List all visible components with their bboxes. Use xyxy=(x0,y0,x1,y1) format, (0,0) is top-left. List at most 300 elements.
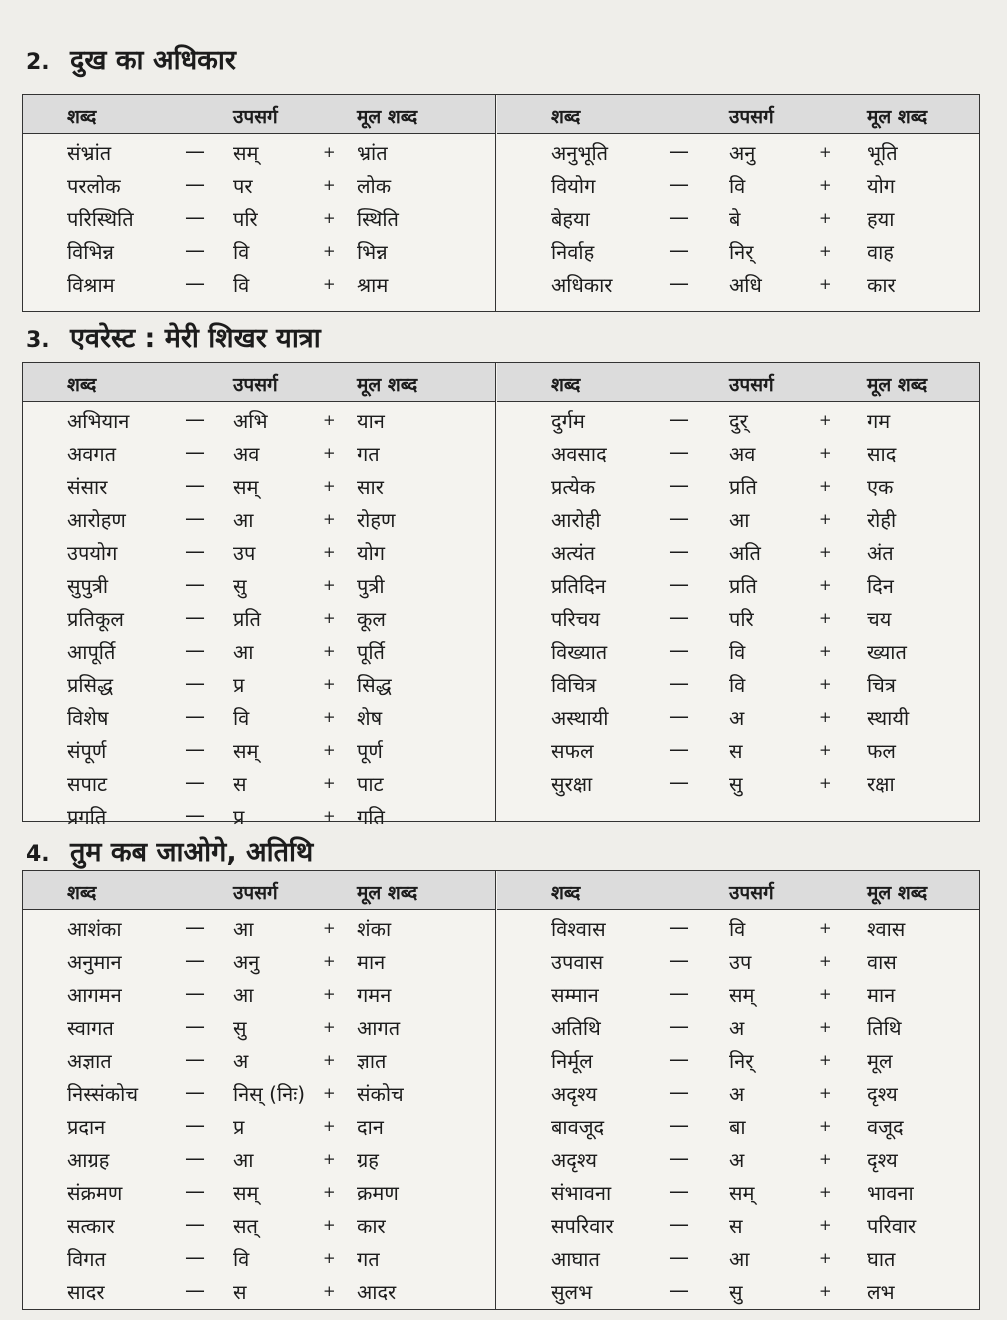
table-row xyxy=(23,1141,495,1174)
plus-sign: + xyxy=(323,774,336,792)
root-word-cell: श्राम xyxy=(357,273,389,297)
table-row xyxy=(497,1273,979,1306)
root-word-cell: वाह xyxy=(867,240,894,264)
section-title: एवरेस्ट : मेरी शिखर यात्रा xyxy=(70,323,321,354)
plus-sign: + xyxy=(819,576,832,594)
plus-sign: + xyxy=(819,242,832,260)
word-cell: प्रतिदिन xyxy=(551,574,606,598)
plus-sign: + xyxy=(819,1051,832,1069)
word-cell: विश्राम xyxy=(67,273,115,297)
prefix-cell: अ xyxy=(729,1016,745,1040)
dash-separator: — xyxy=(669,139,689,163)
prefix-cell: स xyxy=(233,1280,247,1304)
prefix-cell: सम् xyxy=(729,983,755,1007)
word-cell: प्रत्येक xyxy=(551,475,596,499)
table-row xyxy=(497,1207,979,1240)
column-divider xyxy=(495,871,496,1309)
dash-separator: — xyxy=(185,1014,205,1038)
plus-sign: + xyxy=(819,774,832,792)
root-word-cell: स्थिति xyxy=(357,207,399,231)
header-prefix: उपसर्ग xyxy=(233,882,278,904)
table-row xyxy=(23,600,495,633)
plus-sign: + xyxy=(323,952,336,970)
prefix-cell: अनु xyxy=(233,950,260,974)
dash-separator: — xyxy=(185,948,205,972)
word-cell: विचित्र xyxy=(551,673,597,697)
plus-sign: + xyxy=(323,919,336,937)
plus-sign: + xyxy=(323,1216,336,1234)
root-word-cell: आदर xyxy=(357,1280,397,1304)
word-cell: परिस्थिति xyxy=(67,207,134,231)
section-number: 4. xyxy=(26,842,50,867)
table-row xyxy=(497,435,979,468)
prefix-cell: सम् xyxy=(233,1181,259,1205)
root-word-cell: मान xyxy=(357,950,386,974)
word-cell: अभियान xyxy=(67,409,130,433)
word-cell: आरोहण xyxy=(67,508,126,532)
word-cell: आरोही xyxy=(551,508,601,532)
dash-separator: — xyxy=(185,981,205,1005)
plus-sign: + xyxy=(819,708,832,726)
word-cell: बेहया xyxy=(551,207,590,231)
word-cell: स्वागत xyxy=(67,1016,114,1040)
prefix-cell: आ xyxy=(233,640,254,664)
root-word-cell: सिद्ध xyxy=(357,673,392,697)
word-cell: विभिन्न xyxy=(67,240,114,264)
root-word-cell: एक xyxy=(867,475,894,499)
word-cell: अवगत xyxy=(67,442,117,466)
word-cell: अतिथि xyxy=(551,1016,601,1040)
prefix-cell: प्र xyxy=(233,1115,245,1139)
word-cell: विश्वास xyxy=(551,917,606,941)
root-word-cell: रक्षा xyxy=(867,772,895,796)
prefix-cell: अभि xyxy=(233,409,268,433)
header-root: मूल शब्द xyxy=(357,374,418,396)
plus-sign: + xyxy=(819,1084,832,1102)
plus-sign: + xyxy=(323,411,336,429)
prefix-cell: बा xyxy=(729,1115,746,1139)
dash-separator: — xyxy=(669,1080,689,1104)
header-word: शब्द xyxy=(67,106,97,128)
root-word-cell: आगत xyxy=(357,1016,401,1040)
root-word-cell: कार xyxy=(357,1214,386,1238)
prefix-cell: उप xyxy=(729,950,752,974)
prefix-cell: वि xyxy=(233,706,250,730)
root-word-cell: हया xyxy=(867,207,895,231)
table-row xyxy=(23,943,495,976)
word-cell: आघात xyxy=(551,1247,600,1271)
plus-sign: + xyxy=(819,275,832,293)
table-row xyxy=(23,732,495,765)
word-cell: निर्वाह xyxy=(551,240,595,264)
word-cell: अदृश्य xyxy=(551,1082,597,1106)
dash-separator: — xyxy=(669,1245,689,1269)
dash-separator: — xyxy=(669,1014,689,1038)
header-word: शब्द xyxy=(551,106,581,128)
plus-sign: + xyxy=(323,741,336,759)
root-word-cell: दृश्य xyxy=(867,1148,898,1172)
root-word-cell: चय xyxy=(867,607,892,631)
table-row xyxy=(23,134,495,167)
plus-sign: + xyxy=(819,411,832,429)
plus-sign: + xyxy=(323,1051,336,1069)
header-word: शब्द xyxy=(67,374,97,396)
dash-separator: — xyxy=(185,1179,205,1203)
prefix-cell: पर xyxy=(233,174,253,198)
dash-separator: — xyxy=(669,407,689,431)
table-left-half xyxy=(23,95,495,299)
dash-separator: — xyxy=(185,407,205,431)
dash-separator: — xyxy=(669,1278,689,1302)
prefix-cell: सम् xyxy=(233,141,259,165)
dash-separator: — xyxy=(669,948,689,972)
prefix-cell: स xyxy=(729,1214,743,1238)
plus-sign: + xyxy=(819,510,832,528)
plus-sign: + xyxy=(323,609,336,627)
prefix-cell: सु xyxy=(233,1016,247,1040)
word-cell: निस्संकोच xyxy=(67,1082,139,1106)
prefix-cell: सम् xyxy=(233,475,259,499)
dash-separator: — xyxy=(185,704,205,728)
table-row xyxy=(23,435,495,468)
dash-separator: — xyxy=(185,271,205,295)
root-word-cell: संकोच xyxy=(357,1082,404,1106)
prefix-cell: परि xyxy=(729,607,754,631)
table-row xyxy=(497,200,979,233)
prefix-cell: वि xyxy=(233,273,250,297)
table-row xyxy=(23,167,495,200)
dash-separator: — xyxy=(185,1278,205,1302)
table-left-half xyxy=(23,363,495,831)
plus-sign: + xyxy=(323,176,336,194)
root-word-cell: रोहण xyxy=(357,508,396,532)
prefix-cell: निर् xyxy=(729,1049,754,1073)
root-word-cell: मूल xyxy=(867,1049,893,1073)
root-word-cell: भूति xyxy=(867,141,898,165)
table-row xyxy=(497,1042,979,1075)
plus-sign: + xyxy=(819,919,832,937)
prefix-cell: प्र xyxy=(233,673,245,697)
table-row xyxy=(23,910,495,943)
plus-sign: + xyxy=(819,1282,832,1300)
word-cell: विगत xyxy=(67,1247,106,1271)
plus-sign: + xyxy=(323,1117,336,1135)
root-word-cell: कार xyxy=(867,273,896,297)
root-word-cell: कूल xyxy=(357,607,386,631)
prefix-cell: अनु xyxy=(729,141,756,165)
table-row xyxy=(497,468,979,501)
dash-separator: — xyxy=(669,271,689,295)
root-word-cell: शेष xyxy=(357,706,383,730)
table-row xyxy=(23,1174,495,1207)
dash-separator: — xyxy=(185,238,205,262)
plus-sign: + xyxy=(819,143,832,161)
header-word: शब्द xyxy=(551,374,581,396)
dash-separator: — xyxy=(669,1179,689,1203)
word-cell: अत्यंत xyxy=(551,541,596,565)
root-word-cell: पाट xyxy=(357,772,384,796)
dash-separator: — xyxy=(669,539,689,563)
root-word-cell: लभ xyxy=(867,1280,895,1304)
root-word-cell: गम xyxy=(867,409,891,433)
dash-separator: — xyxy=(185,172,205,196)
prefix-cell: सम् xyxy=(729,1181,755,1205)
table-row xyxy=(23,1207,495,1240)
dash-separator: — xyxy=(185,605,205,629)
word-cell: प्रसिद्ध xyxy=(67,673,114,697)
root-word-cell: चित्र xyxy=(867,673,896,697)
prefix-cell: सु xyxy=(729,772,743,796)
word-cell: अधिकार xyxy=(551,273,613,297)
prefix-cell: अ xyxy=(729,706,745,730)
word-cell: संपूर्ण xyxy=(67,739,107,763)
dash-separator: — xyxy=(185,737,205,761)
word-cell: आग्रह xyxy=(67,1148,110,1172)
dash-separator: — xyxy=(669,473,689,497)
root-word-cell: घात xyxy=(867,1247,896,1271)
word-cell: विख्यात xyxy=(551,640,608,664)
plus-sign: + xyxy=(323,275,336,293)
plus-sign: + xyxy=(819,1150,832,1168)
table-right-half xyxy=(497,363,979,798)
dash-separator: — xyxy=(185,770,205,794)
table-row xyxy=(497,1240,979,1273)
table-row xyxy=(497,976,979,1009)
table-row xyxy=(23,633,495,666)
header-word: शब्द xyxy=(551,882,581,904)
plus-sign: + xyxy=(323,1084,336,1102)
prefix-cell: स xyxy=(233,772,247,796)
plus-sign: + xyxy=(323,576,336,594)
dash-separator: — xyxy=(669,205,689,229)
word-cell: आशंका xyxy=(67,917,122,941)
dash-separator: — xyxy=(185,671,205,695)
table-row xyxy=(23,798,495,831)
prefix-cell: अ xyxy=(729,1148,745,1172)
header-prefix: उपसर्ग xyxy=(233,374,278,396)
root-word-cell: पुत्री xyxy=(357,574,385,598)
dash-separator: — xyxy=(185,539,205,563)
plus-sign: + xyxy=(819,985,832,1003)
dash-separator: — xyxy=(185,1212,205,1236)
table-header xyxy=(23,871,495,910)
root-word-cell: लोक xyxy=(357,174,392,198)
plus-sign: + xyxy=(323,209,336,227)
prefix-cell: उप xyxy=(233,541,256,565)
prefix-cell: अधि xyxy=(729,273,762,297)
word-cell: प्रतिकूल xyxy=(67,607,124,631)
root-word-cell: वास xyxy=(867,950,897,974)
table-row xyxy=(497,567,979,600)
prefix-cell: अव xyxy=(233,442,260,466)
word-cell: सुरक्षा xyxy=(551,772,593,796)
plus-sign: + xyxy=(819,209,832,227)
table-row xyxy=(497,600,979,633)
word-cell: संसार xyxy=(67,475,108,499)
plus-sign: + xyxy=(323,444,336,462)
root-word-cell: पूर्ति xyxy=(357,640,385,664)
dash-separator: — xyxy=(669,440,689,464)
plus-sign: + xyxy=(323,543,336,561)
table-row xyxy=(497,266,979,299)
section-number: 2. xyxy=(26,50,50,75)
table-row xyxy=(23,200,495,233)
dash-separator: — xyxy=(669,572,689,596)
prefix-cell: निर् xyxy=(729,240,754,264)
plus-sign: + xyxy=(819,642,832,660)
header-root: मूल शब्द xyxy=(357,106,418,128)
root-word-cell: भ्रांत xyxy=(357,141,388,165)
table-row xyxy=(23,1075,495,1108)
prefix-cell: अ xyxy=(233,1049,249,1073)
section-heading xyxy=(26,832,313,869)
word-cell: सफल xyxy=(551,739,594,763)
table-header xyxy=(497,95,979,134)
prefix-cell: सत् xyxy=(233,1214,258,1238)
word-cell: वियोग xyxy=(551,174,596,198)
word-cell: बावजूद xyxy=(551,1115,605,1139)
dash-separator: — xyxy=(185,638,205,662)
word-cell: अनुभूति xyxy=(551,141,609,165)
table-header xyxy=(497,363,979,402)
root-word-cell: पूर्ण xyxy=(357,739,383,763)
plus-sign: + xyxy=(323,807,336,825)
prefix-cell: स xyxy=(729,739,743,763)
section-heading xyxy=(26,40,236,77)
word-cell: परलोक xyxy=(67,174,121,198)
prefix-cell: बे xyxy=(729,207,741,231)
dash-separator: — xyxy=(185,1245,205,1269)
root-word-cell: गत xyxy=(357,442,380,466)
table-row xyxy=(23,402,495,435)
plus-sign: + xyxy=(819,543,832,561)
header-root: मूल शब्द xyxy=(867,106,928,128)
word-cell: उपवास xyxy=(551,950,604,974)
table-right-half xyxy=(497,95,979,299)
table-row xyxy=(497,534,979,567)
header-root: मूल शब्द xyxy=(867,882,928,904)
table-row xyxy=(497,699,979,732)
word-cell: अदृश्य xyxy=(551,1148,597,1172)
prefix-cell: अति xyxy=(729,541,761,565)
root-word-cell: दान xyxy=(357,1115,384,1139)
plus-sign: + xyxy=(819,1183,832,1201)
header-prefix: उपसर्ग xyxy=(729,374,774,396)
word-cell: विशेष xyxy=(67,706,109,730)
prefix-cell: आ xyxy=(233,983,254,1007)
table-row xyxy=(497,402,979,435)
table-row xyxy=(497,134,979,167)
dash-separator: — xyxy=(669,1113,689,1137)
word-cell: संक्रमण xyxy=(67,1181,123,1205)
table-row xyxy=(497,501,979,534)
table-row xyxy=(23,976,495,1009)
table-row xyxy=(23,666,495,699)
word-cell: सम्मान xyxy=(551,983,599,1007)
table-header xyxy=(23,95,495,134)
dash-separator: — xyxy=(669,638,689,662)
header-word: शब्द xyxy=(67,882,97,904)
prefix-table xyxy=(22,94,980,312)
header-root: मूल शब्द xyxy=(867,374,928,396)
table-row xyxy=(23,1108,495,1141)
root-word-cell: रोही xyxy=(867,508,897,532)
table-left-half xyxy=(23,871,495,1306)
word-cell: आपूर्ति xyxy=(67,640,116,664)
table-row xyxy=(497,910,979,943)
table-row xyxy=(23,567,495,600)
table-row xyxy=(23,1240,495,1273)
word-cell: प्रदान xyxy=(67,1115,106,1139)
table-row xyxy=(497,1108,979,1141)
plus-sign: + xyxy=(819,444,832,462)
prefix-cell: वि xyxy=(729,673,746,697)
header-root: मूल शब्द xyxy=(357,882,418,904)
section-title: दुख का अधिकार xyxy=(70,45,236,76)
root-word-cell: फल xyxy=(867,739,896,763)
root-word-cell: गति xyxy=(357,805,385,829)
prefix-cell: वि xyxy=(729,174,746,198)
plus-sign: + xyxy=(323,708,336,726)
dash-separator: — xyxy=(185,205,205,229)
word-cell: संभ्रांत xyxy=(67,141,112,165)
dash-separator: — xyxy=(669,671,689,695)
word-cell: सुपुत्री xyxy=(67,574,109,598)
dash-separator: — xyxy=(185,506,205,530)
dash-separator: — xyxy=(669,770,689,794)
dash-separator: — xyxy=(669,605,689,629)
word-cell: अज्ञात xyxy=(67,1049,112,1073)
table-row xyxy=(23,266,495,299)
dash-separator: — xyxy=(669,1146,689,1170)
table-row xyxy=(497,666,979,699)
prefix-table xyxy=(22,362,980,829)
dash-separator: — xyxy=(185,1146,205,1170)
prefix-cell: प्रति xyxy=(729,475,757,499)
dash-separator: — xyxy=(185,473,205,497)
table-row xyxy=(497,167,979,200)
word-cell: दुर्गम xyxy=(551,409,585,433)
root-word-cell: स्थायी xyxy=(867,706,910,730)
prefix-cell: वि xyxy=(233,240,250,264)
prefix-cell: परि xyxy=(233,207,258,231)
plus-sign: + xyxy=(323,1282,336,1300)
root-word-cell: दृश्य xyxy=(867,1082,898,1106)
column-divider xyxy=(495,95,496,311)
root-word-cell: साद xyxy=(867,442,897,466)
table-right-half xyxy=(497,871,979,1306)
plus-sign: + xyxy=(819,1216,832,1234)
prefix-cell: सु xyxy=(233,574,247,598)
header-prefix: उपसर्ग xyxy=(729,882,774,904)
word-cell: प्रगति xyxy=(67,805,107,829)
header-prefix: उपसर्ग xyxy=(729,106,774,128)
word-cell: सत्कार xyxy=(67,1214,115,1238)
dash-separator: — xyxy=(669,915,689,939)
prefix-cell: प्रति xyxy=(729,574,757,598)
prefix-cell: प्र xyxy=(233,805,245,829)
word-cell: उपयोग xyxy=(67,541,118,565)
table-header xyxy=(23,363,495,402)
table-header xyxy=(497,871,979,910)
dash-separator: — xyxy=(669,172,689,196)
word-cell: सुलभ xyxy=(551,1280,593,1304)
root-word-cell: योग xyxy=(867,174,896,198)
table-row xyxy=(23,699,495,732)
plus-sign: + xyxy=(323,675,336,693)
table-row xyxy=(23,501,495,534)
root-word-cell: यान xyxy=(357,409,385,433)
